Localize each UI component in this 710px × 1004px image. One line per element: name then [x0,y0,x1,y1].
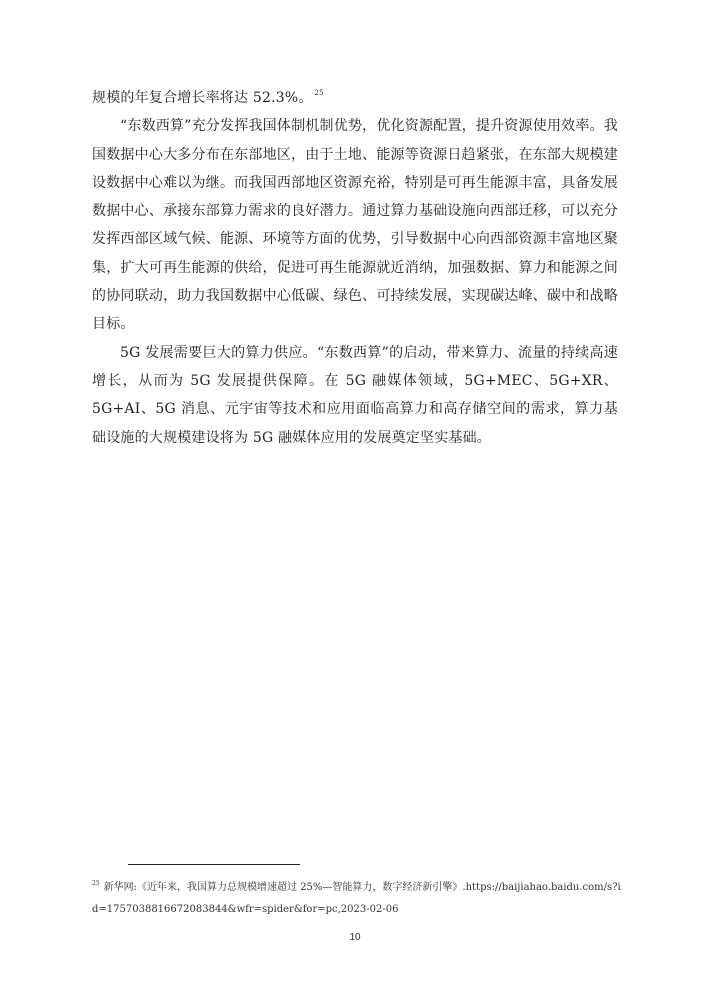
footnote-text: 新华网:《近年来，我国算力总规模增速超过 25%—智能算力，数字经济新引擎》.https://baijiahao.baidu.com/s?id=1757038816672083844&wfr=spider&for=pc,2023-02-06 [92,882,621,915]
footnote-divider [128,864,300,865]
footnote-reference[interactable]: 25 [314,89,324,97]
footnote-number: 25 [92,880,100,887]
page-number: 10 [349,932,361,943]
body-text [92,84,618,452]
paragraph-1 [92,84,618,112]
paragraph-2: “东数西算”充分发挥我国体制机制优势，优化资源配置，提升资源使用效率。我国数据中心大多分布在东部地区，由于土地、能源等资源日趋紧张，在东部大规模建设数据中心难以为继。而我国西部地区资源充裕，特别是可再生能源丰富，具备发展数据中心、承接东部算力需求的良好潜力。通过算力基础设施向西部迁移，可以充分发挥西部区域气候、能源、环境等方面的优势，引导数据中心向西部资源丰富地区聚集，扩大可再生能源的供给，促进可再生能源就近消纳，加强数据、算力和能源之间的协同联动，助力我国数据中心低碳、绿色、可持续发展，实现碳达峰、碳中和战略目标。 [92,118,618,333]
footnote [92,877,622,921]
paragraph-3: 5G 发展需要巨大的算力供应。“东数西算”的启动，带来算力、流量的持续高速增长，从而为 5G 发展提供保障。在 5G 融媒体领域，5G+MEC、5G+XR、5G+AI、5G 消息、元宇宙等技术和应用面临高算力和高存储空间的需求，算力基础设施的大规模建设将为 5G 融媒体应用的发展奠定坚实基础。 [92,344,618,446]
paragraph-1-text: 规模的年复合增长率将达 52.3%。 [92,90,313,106]
